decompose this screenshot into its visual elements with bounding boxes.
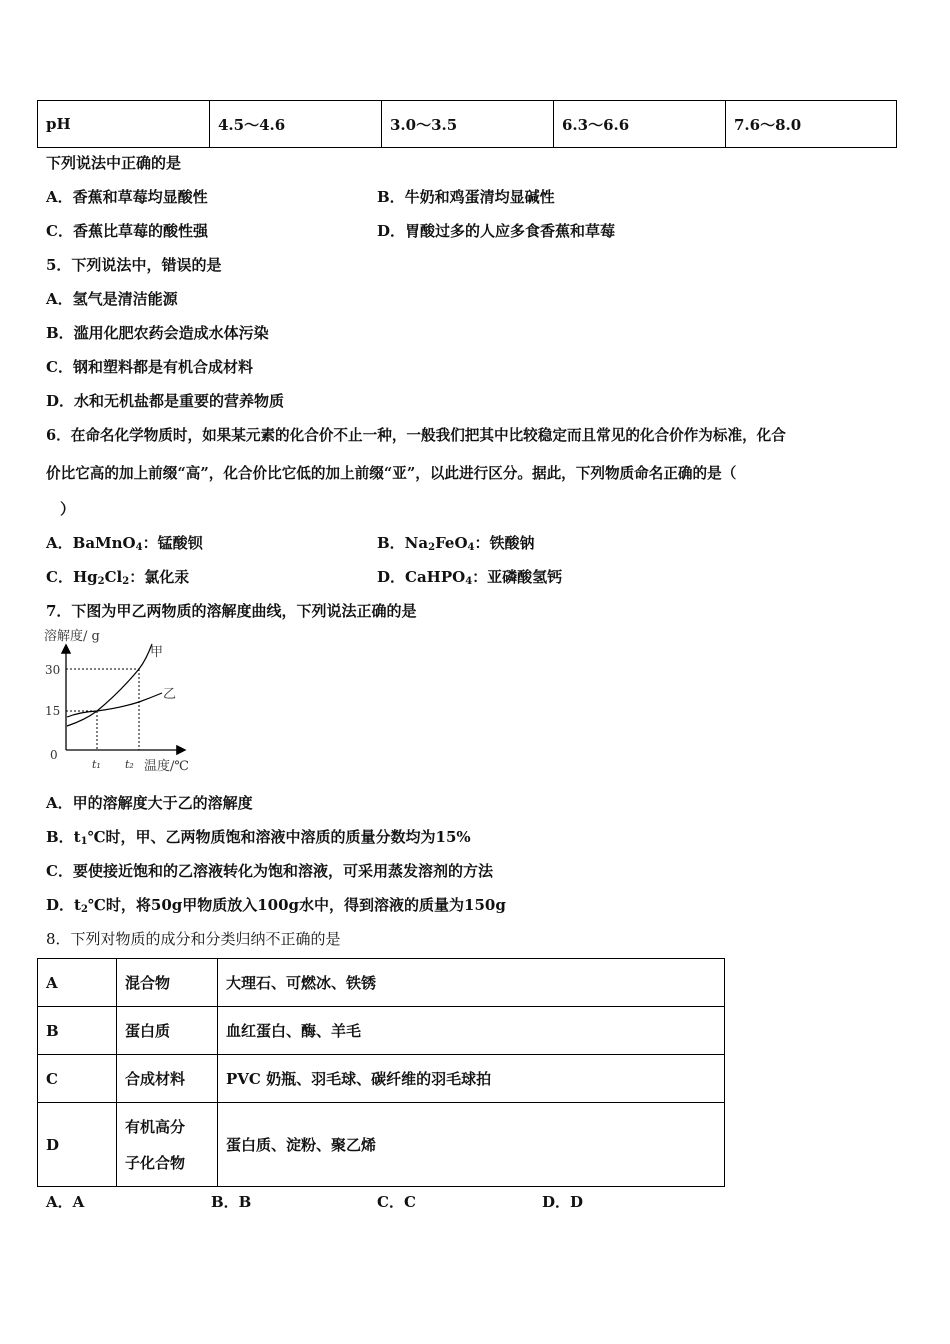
q5-option-c[interactable]: C．钢和塑料都是有机合成材料 (46, 358, 253, 376)
table-row (38, 1103, 725, 1187)
table-row (38, 959, 725, 1007)
q8-category-cell: 混合物 (117, 959, 218, 1007)
q6-a-suffix: ：锰酸钡 (142, 534, 203, 552)
x-tick-label: t₂ (125, 758, 134, 771)
q6-option-b[interactable] (377, 532, 535, 553)
q6-option-d[interactable] (377, 566, 562, 587)
q6-c-mid: Cl (104, 568, 123, 586)
q7-option-d[interactable] (46, 894, 506, 915)
q8-answer-c[interactable]: C．C (377, 1193, 416, 1211)
subscript: 1 (80, 836, 88, 847)
q8-table (37, 958, 725, 1187)
series-yi-curve (67, 693, 162, 717)
q8-category-line: 子化合物 (125, 1153, 186, 1172)
q5-option-d[interactable]: D．水和无机盐都是重要的营养物质 (46, 392, 285, 410)
q8-letter-cell: D (38, 1103, 117, 1187)
q6-stem-line1: 6．在命名化学物质时，如果某元素的化合价不止一种，一般我们把其中比较稳定而且常见的化合价作为标准，化合 (46, 427, 786, 444)
y-tick-label: 30 (45, 663, 61, 677)
q7-option-b[interactable] (46, 826, 471, 847)
q6-d-prefix: D．CaHPO (377, 568, 466, 586)
q6-b-mid: FeO (435, 534, 468, 552)
table-row (38, 101, 897, 148)
q8-items-cell: 蛋白质、淀粉、聚乙烯 (218, 1103, 725, 1187)
q7-d-prefix: D．t (46, 896, 81, 914)
q6-b-prefix: B．Na (377, 534, 429, 552)
q6-b-suffix: ：铁酸钠 (474, 534, 535, 552)
q4-prompt: 下列说法中正确的是 (46, 154, 182, 172)
ph-label-cell: pH (38, 101, 210, 148)
q8-category-line: 有机高分 (125, 1117, 186, 1136)
q7-d-suffix: ℃时，将50g甲物质放入100g水中，得到溶液的质量为150g (87, 896, 506, 914)
q8-stem: 8．下列对物质的成分和分类归纳不正确的是 (46, 930, 341, 948)
subscript: 4 (467, 542, 475, 553)
q5-option-a[interactable]: A．氢气是清洁能源 (46, 290, 178, 308)
subscript: 4 (135, 542, 143, 553)
y-tick-label: 15 (45, 704, 61, 718)
q8-answer-a[interactable]: A．A (46, 1193, 85, 1211)
ph-value-cell: 6.3～6.6 (554, 101, 726, 148)
q8-answer-b[interactable]: B．B (211, 1193, 252, 1211)
q7-stem: 7．下图为甲乙两物质的溶解度曲线，下列说法正确的是 (46, 602, 417, 620)
table-row (38, 1055, 725, 1103)
q6-c-prefix: C．Hg (46, 568, 98, 586)
q6-stem-line3: ） (60, 500, 76, 518)
q8-items-cell: 大理石、可燃冰、铁锈 (218, 959, 725, 1007)
q6-stem-line2: 价比它高的加上前缀“高”，化合价比它低的加上前缀“亚”，以此进行区分。据此，下列物质命名正确的是（ (46, 465, 737, 482)
subscript: 2 (80, 904, 88, 915)
q6-option-c[interactable] (46, 566, 189, 587)
subscript: 2 (428, 542, 436, 553)
ph-value-cell: 4.5～4.6 (210, 101, 382, 148)
q8-answer-d[interactable]: D．D (542, 1193, 584, 1211)
q7-b-prefix: B．t (46, 828, 81, 846)
subscript: 2 (97, 576, 105, 587)
q8-letter-cell: C (38, 1055, 117, 1103)
q8-category-cell: 蛋白质 (117, 1007, 218, 1055)
q8-letter-cell: A (38, 959, 117, 1007)
y-tick-label: 0 (50, 748, 58, 762)
x-tick-label: t₁ (92, 758, 101, 771)
q7-b-suffix: ℃时，甲、乙两物质饱和溶液中溶质的质量分数均为15% (87, 828, 471, 846)
q4-option-a[interactable]: A．香蕉和草莓均显酸性 (46, 188, 208, 206)
q4-option-c[interactable]: C．香蕉比草莓的酸性强 (46, 222, 208, 240)
q6-c-suffix: ：氯化汞 (129, 568, 190, 586)
q8-items-cell: 血红蛋白、酶、羊毛 (218, 1007, 725, 1055)
y-axis-label: 溶解度/ g (44, 629, 100, 644)
subscript: 4 (465, 576, 473, 587)
q7-option-c[interactable]: C．要使接近饱和的乙溶液转化为饱和溶液，可采用蒸发溶剂的方法 (46, 862, 493, 880)
q5-stem: 5．下列说法中，错误的是 (46, 256, 222, 274)
q8-letter-cell: B (38, 1007, 117, 1055)
series-label-yi: 乙 (163, 687, 177, 702)
ph-value-cell: 3.0～3.5 (382, 101, 554, 148)
q5-option-b[interactable]: B．滥用化肥农药会造成水体污染 (46, 324, 269, 342)
q6-option-a[interactable] (46, 532, 203, 553)
q8-items-cell: PVC 奶瓶、羽毛球、碳纤维的羽毛球拍 (218, 1055, 725, 1103)
q6-a-prefix: A．BaMnO (46, 534, 136, 552)
q4-option-b[interactable]: B．牛奶和鸡蛋清均显碱性 (377, 188, 555, 206)
q6-d-suffix: ：亚磷酸氢钙 (472, 568, 563, 586)
q8-category-cell (117, 1103, 218, 1187)
series-label-jia: 甲 (150, 645, 164, 660)
solubility-chart (40, 624, 200, 776)
table-row (38, 1007, 725, 1055)
q7-option-a[interactable]: A．甲的溶解度大于乙的溶解度 (46, 794, 253, 812)
subscript: 2 (122, 576, 130, 587)
q8-category-cell: 合成材料 (117, 1055, 218, 1103)
q4-option-d[interactable]: D．胃酸过多的人应多食香蕉和草莓 (377, 222, 616, 240)
ph-table (37, 100, 897, 148)
x-axis-label: 温度/℃ (144, 759, 189, 774)
ph-value-cell: 7.6～8.0 (726, 101, 897, 148)
